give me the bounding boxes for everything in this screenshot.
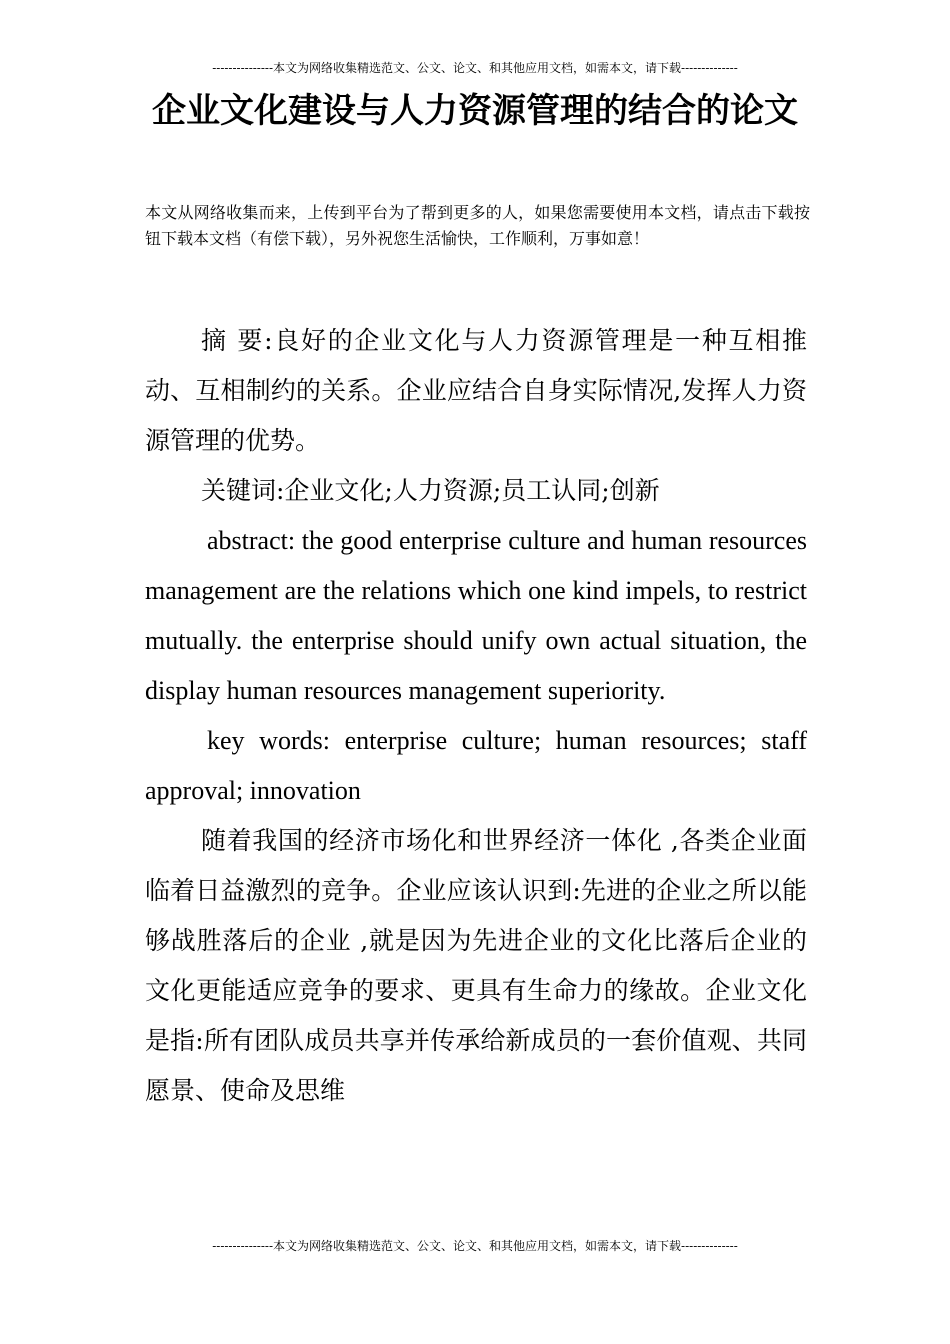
document-title: 企业文化建设与人力资源管理的结合的论文	[152, 91, 798, 131]
document-body	[145, 316, 807, 1116]
abstract-en: abstract: the good enterprise culture and human resources management are the relations which one kind impels, to restrict mutually. the enterprise should unify own actual situation, the display human resources management superiority.	[145, 526, 807, 705]
keywords-cn: 关键词:企业文化;人力资源;员工认同;创新	[201, 476, 660, 505]
body-paragraph: 随着我国的经济市场化和世界经济一体化 ,各类企业面临着日益激烈的竞争。企业应该认识到:先进的企业之所以能够战胜落后的企业 ,就是因为先进企业的文化比落后企业的文化更能适应竞争的要求、更具有生命力的缘故。企业文化是指:所有团队成员共享并传承给新成员的一套价值观、共同愿景、使命及思维	[145, 826, 807, 1105]
keywords-en: key words: enterprise culture; human resources; staff approval; innovation	[145, 726, 807, 805]
footer-banner: ---------------本文为网络收集精选范文、公文、论文、和其他应用文档，如需本文，请下载--------------	[212, 1239, 738, 1253]
intro-notice: 本文从网络收集而来，上传到平台为了帮到更多的人，如果您需要使用本文档，请点击下载按钮下载本文档（有偿下载），另外祝您生活愉快，工作顺利，万事如意！	[145, 203, 810, 248]
abstract-cn: 摘 要:良好的企业文化与人力资源管理是一种互相推动、互相制约的关系。企业应结合自身实际情况,发挥人力资源管理的优势。	[145, 326, 807, 455]
header-banner: ---------------本文为网络收集精选范文、公文、论文、和其他应用文档，如需本文，请下载--------------	[212, 61, 738, 75]
